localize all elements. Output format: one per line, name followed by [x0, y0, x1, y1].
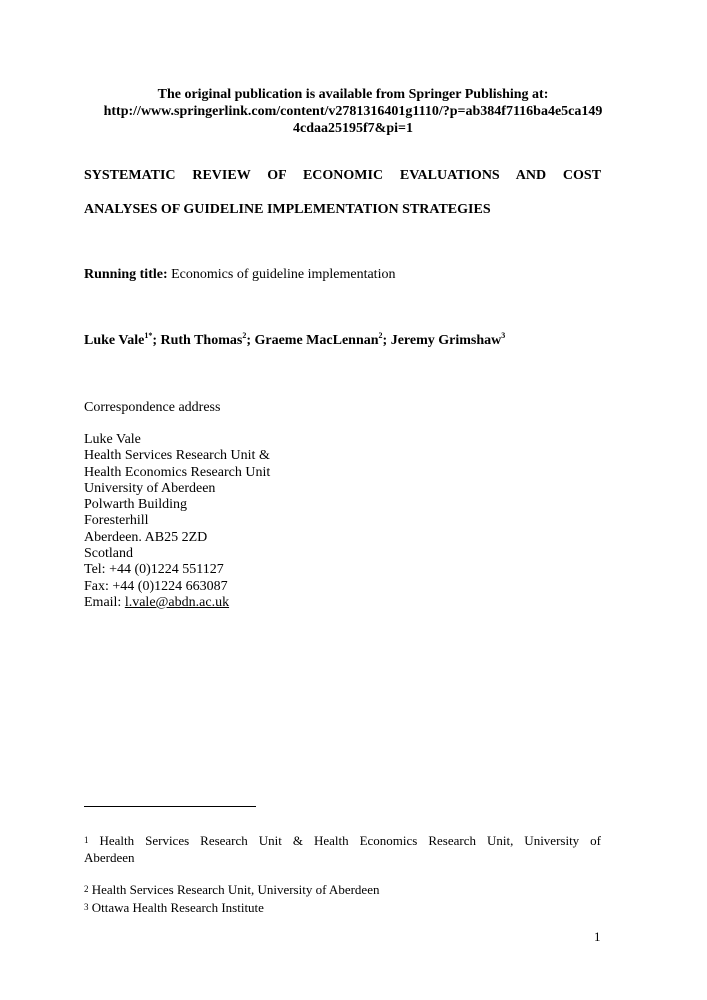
- footnote-text: Ottawa Health Research Institute: [91, 900, 264, 915]
- author-name: Jeremy Grimshaw: [390, 333, 502, 348]
- page-number: 1: [594, 929, 601, 944]
- title-word: COST: [562, 168, 602, 183]
- author-name: Luke Vale: [84, 333, 145, 348]
- author-name: Ruth Thomas: [160, 333, 243, 348]
- footnote-1-continued: Aberdeen: [84, 850, 135, 865]
- correspondence-address: [84, 432, 270, 611]
- address-line: Fax: +44 (0)1224 663087: [84, 578, 228, 594]
- footnote-3: [84, 899, 264, 916]
- author-affiliation-mark: 2: [378, 331, 383, 340]
- title-word: SYSTEMATIC: [84, 168, 176, 183]
- address-line: Aberdeen. AB25 2ZD: [84, 529, 208, 545]
- paper-title-line-2: ANALYSES OF GUIDELINE IMPLEMENTATION STRATEGIES: [84, 202, 491, 217]
- author-name: Graeme MacLennan: [254, 333, 379, 348]
- title-word: REVIEW: [192, 168, 251, 183]
- title-word: OF: [267, 168, 287, 183]
- email-line: [84, 595, 270, 611]
- notice-line-1: The original publication is available from Springer Publishing at:: [157, 87, 549, 102]
- author-separator: ;: [246, 333, 255, 348]
- running-title-label: Running title:: [84, 267, 168, 282]
- correspondence-heading: Correspondence address: [84, 400, 221, 415]
- publication-notice: [60, 86, 646, 137]
- email-label: Email:: [84, 594, 125, 610]
- author-separator: ;: [382, 333, 391, 348]
- footnote-divider: [84, 806, 256, 807]
- author-affiliation-mark: 2: [242, 331, 247, 340]
- footnote-2: [84, 881, 379, 898]
- running-title-text: Economics of guideline implementation: [171, 267, 396, 282]
- footnote-number: 1: [84, 835, 89, 845]
- footnote-number: 3: [84, 902, 89, 912]
- address-line: Luke Vale: [84, 432, 141, 447]
- author-list: [84, 333, 505, 349]
- footnote-text: Health Services Research Unit, University of Aberdeen: [91, 882, 380, 897]
- address-line: Health Economics Research Unit: [84, 464, 271, 480]
- title-word: ECONOMIC: [302, 168, 384, 183]
- footnote-text: Health Services Research Unit & Health Economics Research Unit, University of: [99, 833, 601, 848]
- author-affiliation-mark: 1*: [144, 331, 153, 340]
- footnote-1: [84, 832, 601, 849]
- running-title: [84, 267, 395, 283]
- title-word: EVALUATIONS: [399, 168, 500, 183]
- address-line: Foresterhill: [84, 513, 149, 529]
- footnote-number: 2: [84, 884, 89, 894]
- email-link[interactable]: l.vale@abdn.ac.uk: [124, 594, 230, 610]
- address-line: Polwarth Building: [84, 497, 188, 513]
- notice-url-line-2[interactable]: 4cdaa25195f7&pi=1: [293, 121, 413, 136]
- paper-title-line-1: [84, 168, 601, 184]
- address-line: Health Services Research Unit &: [84, 448, 270, 464]
- address-line: University of Aberdeen: [84, 480, 216, 496]
- notice-url-line-1[interactable]: http://www.springerlink.com/content/v2781316401g1110/?p=ab384f7116ba4e5ca149: [103, 104, 603, 119]
- address-line: Scotland: [84, 546, 133, 562]
- address-line: Tel: +44 (0)1224 551127: [84, 562, 224, 578]
- title-word: AND: [515, 168, 547, 183]
- author-affiliation-mark: 3: [501, 331, 506, 340]
- author-separator: ;: [152, 333, 161, 348]
